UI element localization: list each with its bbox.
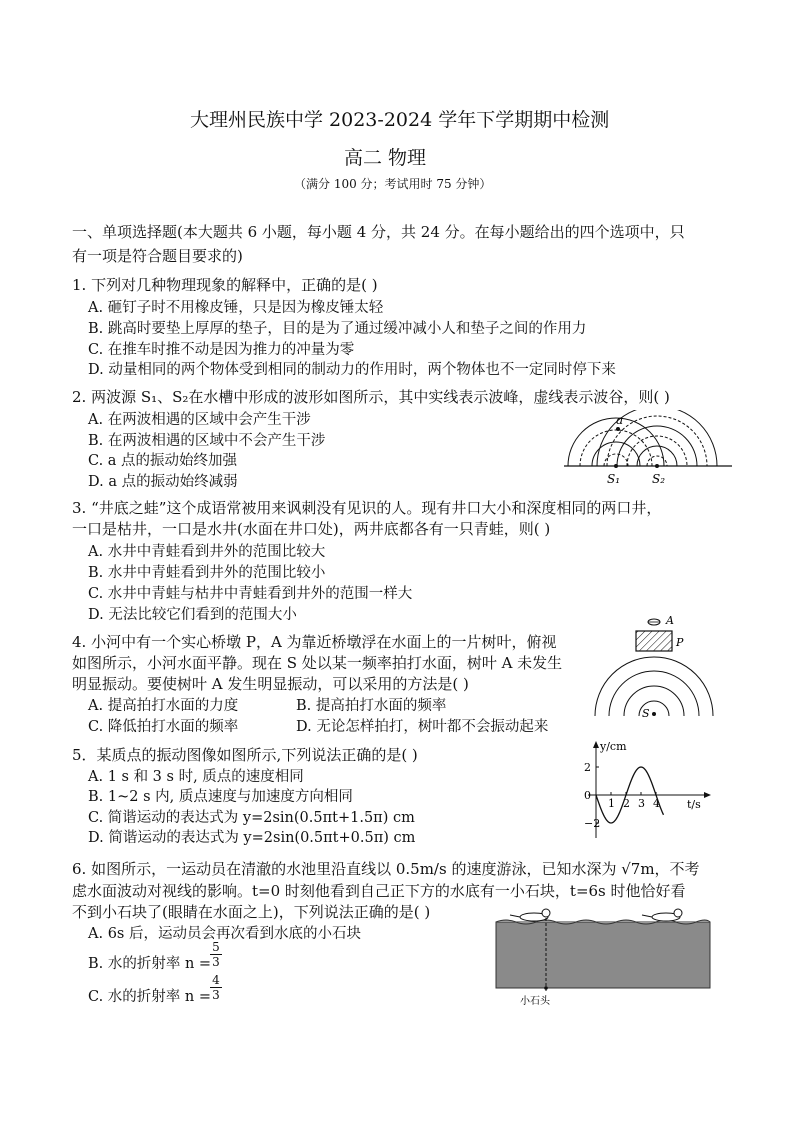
q6-option-b-fraction <box>210 940 222 969</box>
q4-option-a: A. 提高拍打水面的力度 <box>88 698 239 714</box>
x-tick-label: 3 <box>638 797 645 810</box>
q1-option-c: C. 在推车时推不动是因为推力的冲量为零 <box>88 342 355 358</box>
y-tick-label: 0 <box>584 789 591 802</box>
q1-option-d: D. 动量相同的两个物体受到相同的制动力的作用时，两个物体也不一定同时停下来 <box>88 362 616 378</box>
q4-line3: 明显振动。要使树叶 A 发生明显振动，可以采用的方法是( ) <box>72 675 469 693</box>
swimmer-left-icon <box>510 909 550 921</box>
q4-option-b: B. 提高拍打水面的频率 <box>296 698 447 714</box>
q6-option-c-label: C. 水的折射率 n = <box>88 989 212 1005</box>
swimmer-figure <box>494 904 714 1008</box>
y-tick-label: −2 <box>584 817 601 830</box>
exam-title: 大理州民族中学 2023-2024 学年下学期期中检测 <box>190 109 610 131</box>
exam-subtitle: 高二 物理 <box>344 147 427 169</box>
q5-option-c: C. 简谐运动的表达式为 y=2sin(0.5πt+1.5π) cm <box>88 810 415 826</box>
s1-point <box>614 464 618 468</box>
q3-option-c: C. 水井中青蛙与枯井中青蛙看到井外的范围一样大 <box>88 586 413 602</box>
s2-label: S₂ <box>652 472 666 486</box>
s-label: S <box>642 707 650 720</box>
stone-point <box>544 986 548 990</box>
leaf-label: A <box>666 614 674 627</box>
x-tick-label: 4 <box>653 797 660 810</box>
s-point <box>652 712 656 716</box>
s2-point <box>655 464 659 468</box>
q2-option-b: B. 在两波相遇的区域中不会产生干涉 <box>88 433 326 449</box>
q6-b-denominator: 3 <box>210 954 222 969</box>
q6-line1: 6. 如图所示，一运动员在清澈的水池里沿直线以 0.5m/s 的速度游泳，已知水深为 √7m，不考 <box>72 860 700 878</box>
q5-stem: 5．某质点的振动图像如图所示,下列说法正确的是( ) <box>72 746 418 764</box>
q6-line2: 虑水面波动对视线的影响。t=0 时刻他看到自己正下方的水底有一小石块，t=6s 时他恰好看 <box>72 882 686 900</box>
q1-option-a: A. 砸钉子时不用橡皮锤，只是因为橡皮锤太轻 <box>88 300 384 316</box>
q6-option-a: A. 6s 后，运动员会再次看到水底的小石块 <box>88 926 361 942</box>
y-tick-label: 2 <box>584 761 591 774</box>
a-label: a <box>616 413 624 427</box>
q4-option-c: C. 降低拍打水面的频率 <box>88 719 239 735</box>
q2-option-c: C. a 点的振动始终加强 <box>88 453 238 469</box>
q5-option-d: D. 简谐运动的表达式为 y=2sin(0.5πt+0.5π) cm <box>88 830 416 846</box>
section-heading-line1: 一、单项选择题(本大题共 6 小题，每小题 4 分，共 24 分。在每小题给出的四个选项中，只 <box>72 223 685 241</box>
q3-option-a: A. 水井中青蛙看到井外的范围比较大 <box>88 544 326 560</box>
x-tick-label: 2 <box>623 797 630 810</box>
q3-option-b: B. 水井中青蛙看到井外的范围比较小 <box>88 565 326 581</box>
q5-option-a: A. 1 s 和 3 s 时, 质点的速度相同 <box>88 769 304 785</box>
q5-option-b: B. 1~2 s 内, 质点速度与加速度方向相同 <box>88 789 353 805</box>
q4-line1: 4. 小河中有一个实心桥墩 P，A 为靠近桥墩浮在水面上的一片树叶，俯视 <box>72 633 557 651</box>
q6-c-denominator: 3 <box>210 987 222 1002</box>
q6-option-b-label: B. 水的折射率 n = <box>88 956 212 972</box>
q3-line2: 一口是枯井，一口是水井(水面在井口处)，两井底都各有一只青蛙，则( ) <box>72 520 551 538</box>
pier <box>636 631 672 651</box>
q3-option-d: D. 无法比较它们看到的范围大小 <box>88 607 297 623</box>
q6-c-numerator: 4 <box>212 973 220 987</box>
pier-label: P <box>676 636 684 649</box>
section-heading-line2: 有一项是符合题目要求的) <box>72 247 243 265</box>
q6-line3: 不到小石块了(眼睛在水面之上)，下列说法正确的是( ) <box>72 903 431 921</box>
q2-option-d: D. a 点的振动始终减弱 <box>88 474 238 490</box>
q6-b-numerator: 5 <box>212 940 220 954</box>
a-point <box>616 427 620 431</box>
bridge-pier-figure <box>592 613 720 733</box>
pool-water <box>496 922 710 988</box>
swimmer-right-icon <box>642 909 682 921</box>
q2-stem: 2. 两波源 S₁、S₂在水槽中形成的波形如图所示，其中实线表示波峰，虚线表示波谷，则( ) <box>72 388 670 406</box>
q4-line2: 如图所示，小河水面平静。现在 S 处以某一频率拍打水面，树叶 A 未发生 <box>72 654 563 672</box>
q3-line1: 3. “井底之蛙”这个成语常被用来讽刺没有见识的人。现有井口大小和深度相同的两口井， <box>72 499 662 517</box>
stone-label: 小石头 <box>520 996 550 1007</box>
q1-option-b: B. 跳高时要垫上厚厚的垫子，目的是为了通过缓冲减小人和垫子之间的作用力 <box>88 321 587 337</box>
q4-option-d: D. 无论怎样拍打，树叶都不会振动起来 <box>296 719 549 735</box>
wave-sources-figure <box>560 410 735 490</box>
s1-label: S₁ <box>607 472 621 486</box>
y-axis-label: y/cm <box>600 740 627 753</box>
q2-option-a: A. 在两波相遇的区域中会产生干涉 <box>88 412 311 428</box>
oscillation-chart <box>580 738 715 843</box>
x-axis-label: t/s <box>687 798 701 811</box>
x-tick-label: 1 <box>608 797 615 810</box>
q1-stem: 1. 下列对几种物理现象的解释中，正确的是( ) <box>72 276 378 294</box>
exam-note: （满分 100 分；考试用时 75 分钟） <box>294 177 492 191</box>
q6-option-c-fraction <box>210 973 222 1002</box>
